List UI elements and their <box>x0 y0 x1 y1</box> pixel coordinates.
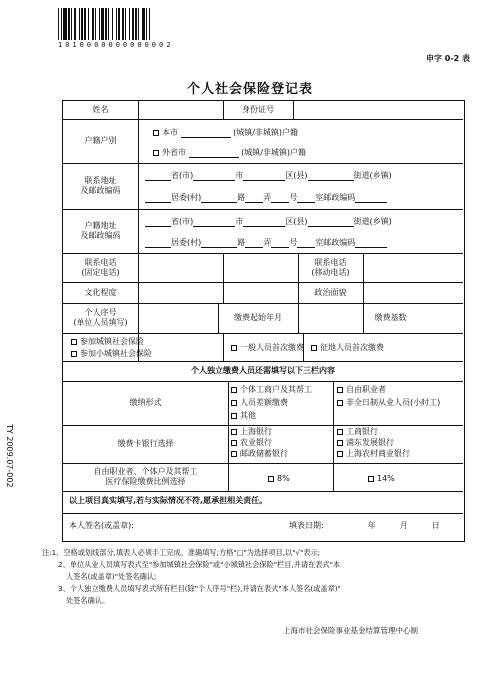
signature-label: 本人签名(或盖章): <box>69 521 134 530</box>
label-name: 姓名 <box>92 105 109 114</box>
form-title: 个人社会保险登记表 <box>186 82 313 97</box>
note-1: 注:1、空格或划线部分,填表人必须手工完成、准确填写;方格"□"为选择项目,以"√"表示; <box>42 548 321 557</box>
label-bank: 缴费卡银行选择 <box>117 439 174 448</box>
label-id-number: 身份证号 <box>242 105 274 114</box>
bank-option-4[interactable]: 工商银行 <box>337 427 378 437</box>
contact-address-line1[interactable]: 省(市) 市 区(县) 街道(乡镇) <box>145 171 392 181</box>
option-freelance[interactable]: 自由职业者 <box>337 385 386 395</box>
label-contact-address: 联系地址 及邮政编码 <box>80 176 121 195</box>
bank-option-6[interactable]: 上海农村商业银行 <box>337 449 410 459</box>
option-town-insurance[interactable]: 参加城镇社会保险 <box>71 337 144 347</box>
label-landline: 联系电话 (固定电话) <box>81 257 120 277</box>
option-individual[interactable]: 个体工商户及其帮工 <box>231 385 312 395</box>
barcode-bar <box>150 8 151 40</box>
form-code: 申字 0-2 表 <box>425 54 470 63</box>
checkbox-local[interactable] <box>153 130 159 136</box>
label-payment-form: 缴纳形式 <box>129 398 162 407</box>
issuer: 上海市社会保险事业基金结算管理中心制 <box>283 626 418 635</box>
side-code: TY 2009.07-002 <box>5 424 14 488</box>
declaration: 以上项目真实填写,若与实际情况不符,愿承担相关责任。 <box>69 496 268 505</box>
label-political: 政治面貌 <box>314 287 347 297</box>
note-2a: 2、单位从业人员填写表式至"参加城镇社会保险"或"小城镇社会保险"栏目,并请在表式"本 <box>58 560 341 569</box>
barcode-number: 1010000000000002 <box>58 41 174 49</box>
label-education: 文化程度 <box>84 287 117 297</box>
bank-option-3[interactable]: 邮政储蓄银行 <box>231 449 288 459</box>
option-other[interactable]: 其他 <box>231 411 256 421</box>
fill-date: 填表日期: 年 月 日 <box>289 521 440 530</box>
contact-address-line2[interactable]: 居委(村) 路 弄 号 室邮政编码 <box>145 193 387 203</box>
hukou-option-local[interactable]: 本市 (城镇/非城镇)户籍 <box>153 128 298 138</box>
hukou-address-line2[interactable]: 居委(村) 路 弄 号 室邮政编码 <box>145 238 387 248</box>
barcode-bars <box>58 8 250 40</box>
option-general-first[interactable]: 一般人员首次缴费 <box>231 343 304 353</box>
note-3a: 3、个人独立缴费人员填写表式所有栏目(除"个人序号"栏),并请在表式"本人签名(或盖章)" <box>58 584 341 593</box>
note-3b: 处签名确认。 <box>66 596 110 605</box>
label-base: 缴费基数 <box>374 313 407 322</box>
hukou-address-line1[interactable]: 省(市) 市 区(县) 街道(乡镇) <box>145 217 392 227</box>
bank-option-1[interactable]: 上海银行 <box>231 427 272 437</box>
ratio-14[interactable]: 14% <box>368 474 395 484</box>
form-table <box>62 100 465 542</box>
label-ratio: 自由职业者、个体户及其帮工 医疗保险缴费比例选择 <box>93 467 198 486</box>
bank-option-2[interactable]: 农业银行 <box>231 438 272 448</box>
hukou-option-other[interactable]: 外省市 (城镇/非城镇)户籍 <box>153 148 306 158</box>
option-part-time[interactable]: 非全日制从业人员(小时工) <box>337 398 440 408</box>
barcode <box>58 8 250 50</box>
label-mobile: 联系电话 (移动电话) <box>311 257 350 277</box>
label-hukou-address: 户籍地址 及邮政编码 <box>80 221 121 240</box>
option-small-town-insurance[interactable]: 参加小城镇社会保险 <box>71 349 152 359</box>
label-personal-number: 个人序号 (单位人员填写) <box>73 308 128 327</box>
label-hukou-type: 户籍户别 <box>84 136 117 145</box>
label-start-month: 缴费起始年月 <box>234 313 282 322</box>
section-individual: 个人独立缴费人员还需填写以下三栏内容 <box>191 366 335 375</box>
note-2b: 人签名(或盖章)"处签名确认; <box>66 572 157 581</box>
checkbox-other-province[interactable] <box>153 150 159 156</box>
option-land-first[interactable]: 征地人员首次缴费 <box>311 343 384 353</box>
option-difference[interactable]: 人员差额缴费 <box>231 398 288 408</box>
bank-option-5[interactable]: 浦东发展银行 <box>337 438 394 448</box>
ratio-8[interactable]: 8% <box>268 474 290 484</box>
